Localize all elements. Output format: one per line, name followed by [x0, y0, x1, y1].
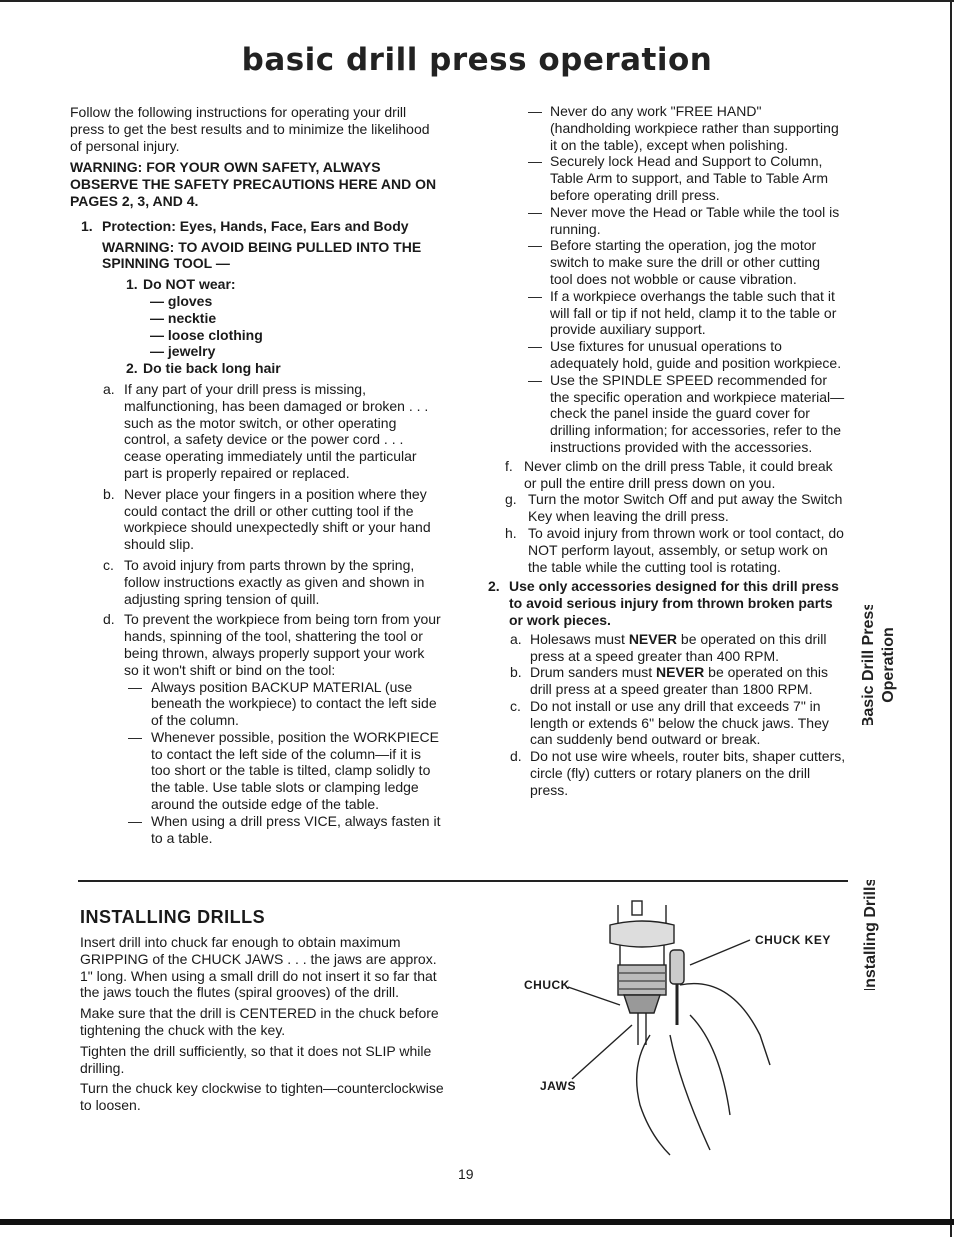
dash-item: — Before starting the operation, jog the motor switch to make sure the drill or other cutting tool does not wobble or cause vibration.	[528, 237, 821, 287]
installing-heading: INSTALLING DRILLS	[80, 907, 266, 927]
tie-number: 2.	[126, 360, 138, 377]
chuck-label: CHUCK	[524, 978, 570, 992]
list-item: c. Do not install or use any drill that exceeds 7" in length or extends 6" below the chuck jaws. They can suddenly bend outward or break.	[510, 697, 829, 748]
svg-text:Operation: Operation	[880, 627, 898, 703]
list-item: a. Holesaws must NEVER be operated on this drill press at a speed greater than 400 RPM.	[510, 630, 827, 664]
chuck-key-label: CHUCK KEY	[755, 933, 831, 947]
section-divider	[78, 880, 848, 882]
bottom-border	[0, 1219, 954, 1225]
dash-item: — When using a drill press VICE, always fasten it to a table.	[128, 812, 441, 846]
left-column	[70, 104, 442, 846]
list-item: b. Never place your fingers in a position where they could contact the drill or other cutting tool if the workpiece should unexpectedly shift or your hand should slip.	[103, 485, 431, 553]
right-column	[488, 103, 846, 799]
protection-heading: 1. Protection: Eyes, Hands, Face, Ears and Body	[81, 217, 409, 234]
safety-warning: WARNING: FOR YOUR OWN SAFETY, ALWAYS OBSERVE THE SAFETY PRECAUTIONS HERE AND ON PAGES 2, 3, AND 4.	[70, 159, 437, 209]
installing-paragraph: Make sure that the drill is CENTERED in the chuck before tightening the chuck with the key.	[80, 1005, 439, 1038]
installing-paragraph: Tighten the drill sufficiently, so that it does not SLIP while drilling.	[80, 1042, 432, 1076]
svg-text:Basic Drill Press: Basic Drill Press	[860, 605, 878, 725]
wear-item: — necktie	[150, 309, 217, 326]
side-tab-installing	[855, 880, 885, 990]
page-number: 19	[458, 1166, 474, 1182]
side-tab-installing-label: Installing Drills	[862, 880, 880, 990]
right-border	[950, 0, 952, 1237]
list-item: g. Turn the motor Switch Off and put away the Switch Key when leaving the drill press.	[505, 491, 843, 525]
list-item: d. Do not use wire wheels, router bits, shaper cutters, circle (fly) cutters or rotary planers on the drill press.	[510, 748, 846, 798]
dash-item: — If a workpiece overhangs the table such that it will fall or tip if not held, clamp it to the table or provide auxiliary support.	[528, 287, 837, 338]
list-item: f. Never climb on the drill press Table, it could break or pull the entire drill press down on you.	[505, 457, 833, 491]
accessories-number: 2.	[488, 578, 500, 595]
list-item: a. If any part of your drill press is missing, malfunctioning, has been damaged or broken . . . such as the motor switch, or other operating control, a safety device or the power cord . . . cease operating immediately until the particular part is properly repaired or replaced.	[103, 380, 429, 481]
tie-hair-heading: 2. Do tie back long hair	[126, 360, 281, 377]
dash-item: — Always position BACKUP MATERIAL (use beneath the workpiece) to contact the left side of the column.	[128, 678, 437, 729]
wear-list	[70, 293, 442, 360]
protection-number: 1.	[81, 217, 93, 234]
list-item: b. Drum sanders must NEVER be operated on this drill press at a speed greater than 1800 RPM.	[510, 664, 829, 698]
list-item: c. To avoid injury from parts thrown by the spring, follow instructions exactly as given and shown in adjusting spring tension of quill.	[103, 556, 425, 607]
intro-paragraph: Follow the following instructions for operating your drill press to get the best results and to minimize the likelihood of personal injury.	[70, 104, 430, 154]
wear-item: — loose clothing	[150, 326, 263, 343]
donot-wear-heading: 1. Do NOT wear:	[126, 276, 236, 293]
page-title: basic drill press operation	[241, 42, 713, 78]
dash-item: — Use fixtures for unusual operations to adequately hold, guide and position workpiece.	[528, 338, 842, 371]
donot-number: 1.	[126, 276, 138, 293]
dash-item: — Securely lock Head and Support to Column, Table Arm to support, and Table to Table Arm before operating drill press.	[528, 153, 829, 203]
dash-item: — Never do any work "FREE HAND" (handholding workpiece rather than supporting it on the table), except when polishing.	[528, 103, 839, 153]
top-border	[0, 0, 954, 2]
list-item: d. To prevent the workpiece from being torn from your hands, spinning of the tool, shattering the tool or being thrown, always properly support your work so it won't shift or bind on the tool:	[103, 611, 441, 678]
dash-item: — Use the SPINDLE SPEED recommended for the specific operation and workpiece material—check the panel inside the guard cover for drilling information; for accessories, refer to the instructions provided with the accessories.	[528, 371, 845, 455]
jaws-label: JAWS	[540, 1079, 577, 1093]
pull-warning: WARNING: TO AVOID BEING PULLED INTO THE SPINNING TOOL —	[102, 238, 422, 272]
list-item: h. To avoid injury from thrown work or tool contact, do NOT perform layout, assembly, or setup work on the table while the cutting tool is rotating.	[505, 524, 844, 575]
wear-item: — gloves	[150, 292, 213, 309]
accessories-heading: 2. Use only accessories designed for this drill press to avoid serious injury from thrown broken parts or work pieces.	[488, 578, 839, 628]
wear-item: — jewelry	[150, 343, 216, 360]
installing-section	[80, 907, 450, 1114]
chuck-figure	[520, 895, 840, 1170]
dash-item: — Whenever possible, position the WORKPIECE to contact the left side of the column—if it is too short or the table is tilted, clamp solidly to the table. Use table slots or clamping ledge around the outside edge of the table.	[128, 728, 439, 813]
dash-item: — Never move the Head or Table while the tool is running.	[528, 203, 840, 237]
installing-paragraph: Turn the chuck key clockwise to tighten—counterclockwise to loosen.	[80, 1080, 444, 1114]
side-tab-operation	[855, 605, 900, 725]
installing-paragraph: Insert drill into chuck far enough to obtain maximum GRIPPING of the CHUCK JAWS . . . the jaws are approx. 1" long. When using a small drill do not insert it so far that the jaws touch the flutes (spiral grooves) of the drill.	[80, 934, 437, 1001]
side-tab-operation-label	[855, 605, 900, 725]
